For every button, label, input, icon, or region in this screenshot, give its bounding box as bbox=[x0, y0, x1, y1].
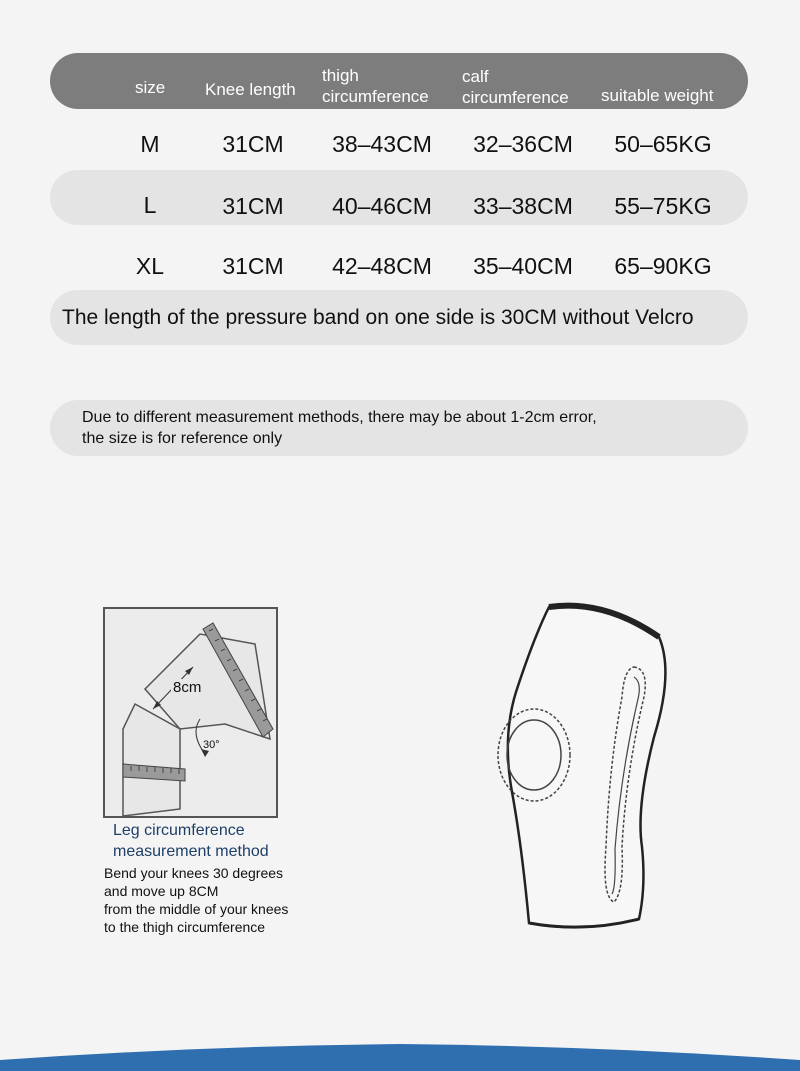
caption-line: from the middle of your knees bbox=[104, 901, 289, 917]
table-cell-knee: 31CM bbox=[222, 131, 284, 157]
table-cell-calf: 35–40CM bbox=[473, 253, 573, 279]
header-calf-circumference: calf circumference bbox=[462, 67, 569, 107]
table-cell-weight: 50–65KG bbox=[614, 131, 712, 157]
angle-label: 30° bbox=[203, 739, 220, 751]
knee-brace-illustration bbox=[494, 597, 694, 937]
header-size: size bbox=[135, 78, 166, 97]
bent-leg-illustration bbox=[105, 609, 276, 816]
table-cell-thigh: 38–43CM bbox=[332, 131, 432, 157]
pressure-band-note: The length of the pressure band on one side is 30CM without Velcro bbox=[62, 306, 694, 329]
table-cell-calf: 33–38CM bbox=[473, 193, 573, 219]
header-knee-length: Knee length bbox=[205, 80, 296, 99]
measurement-disclaimer bbox=[82, 407, 597, 449]
caption-title bbox=[113, 820, 269, 862]
table-cell-thigh: 42–48CM bbox=[332, 253, 432, 279]
disclaimer-line-2: the size is for reference only bbox=[82, 430, 283, 447]
caption-line: and move up 8CM bbox=[104, 883, 219, 899]
caption-title-line-2: measurement method bbox=[113, 843, 269, 860]
bottom-accent-wave bbox=[0, 1040, 800, 1071]
table-cell-calf: 32–36CM bbox=[473, 131, 573, 157]
table-cell-weight: 65–90KG bbox=[614, 253, 712, 279]
caption-instructions bbox=[104, 864, 288, 936]
table-cell-size: M bbox=[140, 131, 160, 157]
table-cell-thigh: 40–46CM bbox=[332, 193, 432, 219]
disclaimer-line-1: Due to different measurement methods, there may be about 1-2cm error, bbox=[82, 409, 597, 426]
table-cell-size: L bbox=[143, 192, 157, 218]
header-suitable-weight: suitable weight bbox=[601, 86, 714, 105]
distance-label: 8cm bbox=[173, 679, 202, 696]
leg-measurement-diagram bbox=[103, 607, 278, 818]
table-cell-size: XL bbox=[135, 253, 165, 279]
header-thigh-circumference: thigh circumference bbox=[322, 66, 429, 106]
caption-line: Bend your knees 30 degrees bbox=[104, 865, 284, 881]
table-cell-knee: 31CM bbox=[222, 253, 284, 279]
caption-title-line-1: Leg circumference bbox=[113, 822, 245, 839]
caption-line: to the thigh circumference bbox=[104, 919, 266, 935]
table-cell-weight: 55–75KG bbox=[614, 193, 712, 219]
table-cell-knee: 31CM bbox=[222, 193, 284, 219]
